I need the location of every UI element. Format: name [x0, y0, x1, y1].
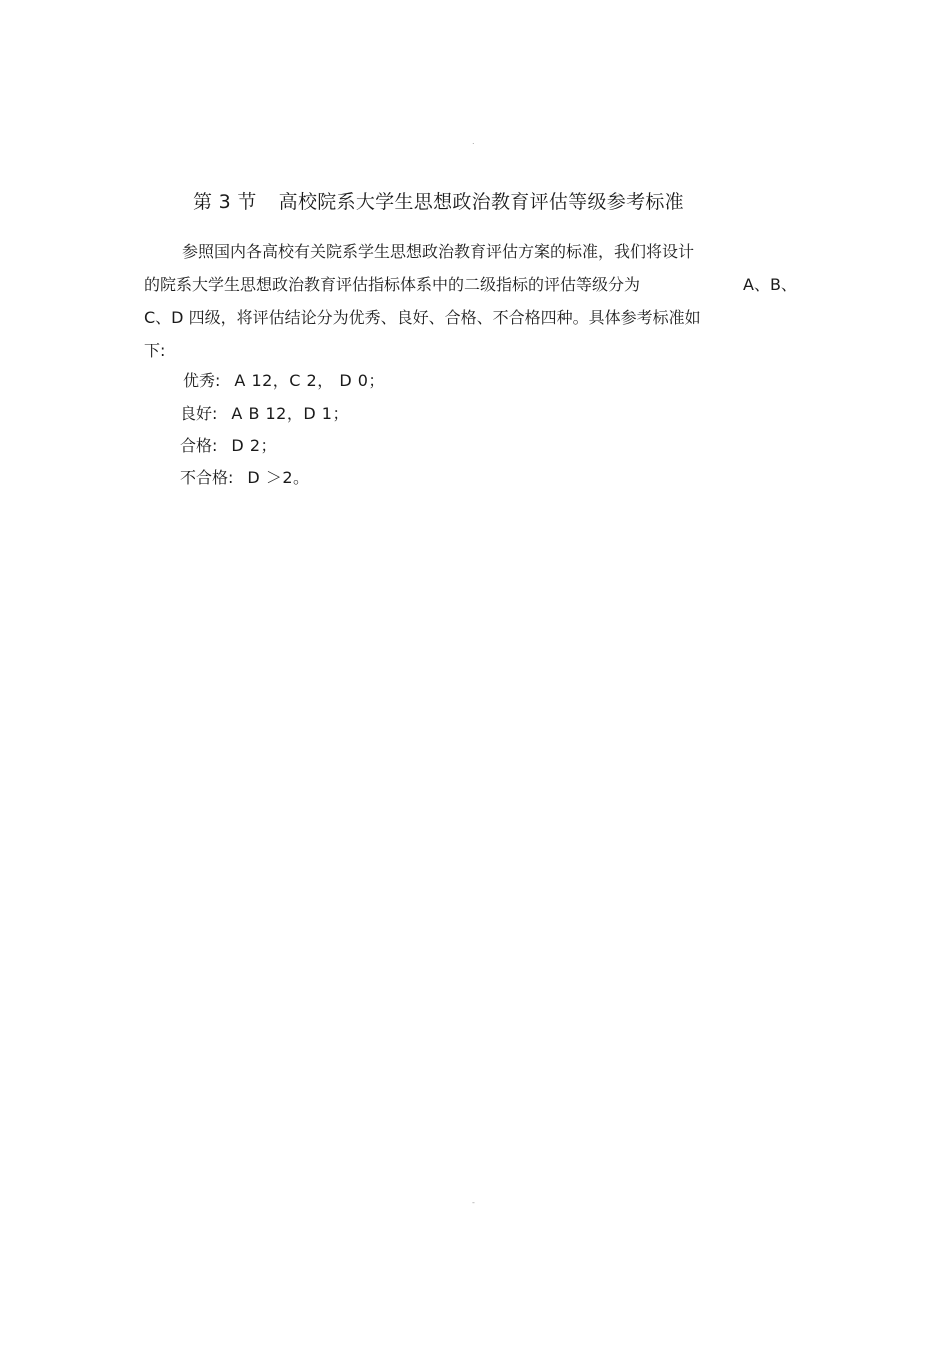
standard-rule: D ＞2。 — [247, 468, 310, 487]
standard-rule: A B 12，D 1； — [231, 404, 349, 423]
page-bottom-mark: - — [472, 1198, 475, 1207]
section-title: 高校院系大学生思想政治教育评估等级参考标准 — [278, 191, 684, 213]
paragraph-line-2-grades: A、B、 — [743, 275, 797, 294]
paragraph-line-1: 参照国内各高校有关院系学生思想政治教育评估方案的标准，我们将设计 — [182, 242, 695, 261]
standard-rule: A 12，C 2， D 0； — [234, 371, 385, 390]
section-heading — [193, 187, 684, 217]
section-number: 第 3 节 — [193, 191, 257, 213]
paragraph-line-2-text: 的院系大学生思想政治教育评估指标体系中的二级指标的评估等级分为 — [144, 275, 641, 294]
standard-label: 优秀: — [183, 371, 221, 390]
standard-label: 良好: — [180, 404, 218, 423]
standard-label: 合格: — [180, 436, 218, 455]
standard-label: 不合格: — [180, 468, 234, 487]
standard-excellent — [183, 369, 385, 393]
paragraph-line-3: C、D 四级，将评估结论分为优秀、良好、合格、不合格四种。具体参考标准如 — [144, 308, 701, 327]
standard-good — [180, 402, 349, 426]
standard-pass — [180, 434, 277, 458]
standard-rule: D 2； — [231, 436, 277, 455]
paragraph-line-4: 下: — [144, 341, 166, 360]
paragraph-line-2 — [144, 273, 797, 297]
standard-fail — [180, 466, 310, 490]
page-top-mark: . — [472, 137, 475, 146]
